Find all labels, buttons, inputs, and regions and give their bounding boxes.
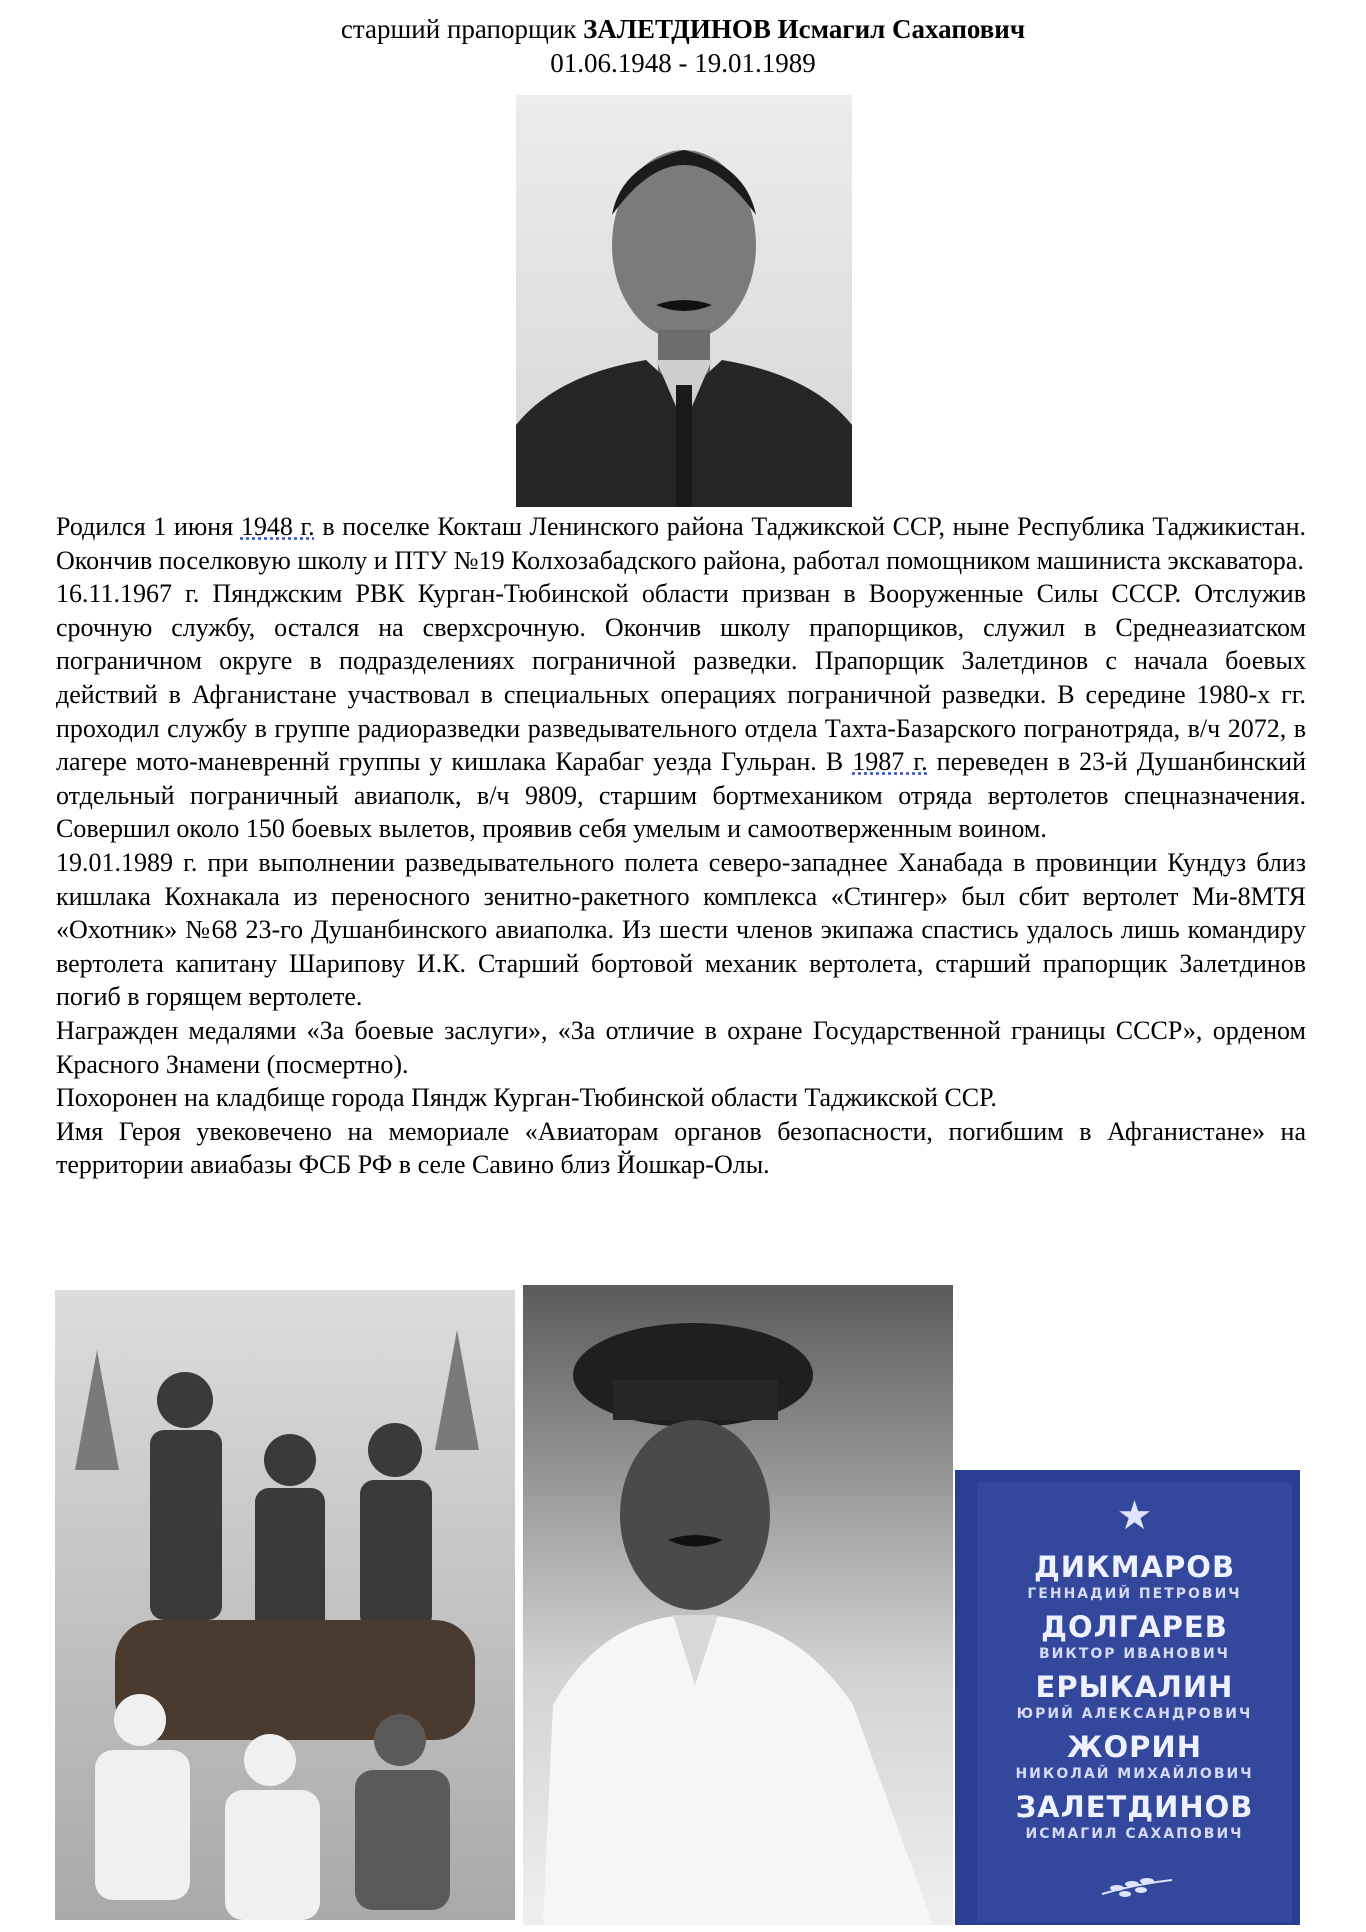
plaque-given-name: ЮРИЙ АЛЕКСАНДРОВИЧ (1016, 1706, 1253, 1722)
plaque-given-name: ВИКТОР ИВАНОВИЧ (1039, 1646, 1230, 1662)
bio-paragraph: Награжден медалями «За боевые заслуги», «За отличие в охране Государственной границы СССР», орденом Красного Знамени (посмертно). (56, 1015, 1306, 1079)
bio-paragraph: Имя Героя увековечено на мемориале «Авиаторам органов безопасности, погибшим в Афганистане» на территории авиабазы ФСБ РФ в селе Савино близ Йошкар-Олы. (56, 1116, 1306, 1180)
plaque-given-name: НИКОЛАЙ МИХАЙЛОВИЧ (1015, 1766, 1254, 1782)
star-icon: ★ (1116, 1493, 1153, 1538)
birth-year: 1948 г. (240, 512, 315, 541)
bio-text: Родился 1 июня (56, 512, 241, 541)
transfer-year: 1987 г. (852, 747, 928, 777)
biography (56, 510, 1306, 1182)
group-photo (55, 1290, 515, 1920)
plaque-given-name: ИСМАГИЛ САХАПОВИЧ (1025, 1826, 1244, 1842)
surname: ЗАЛЕТДИНОВ (583, 14, 771, 44)
pilot-photo (523, 1285, 953, 1925)
plaque-surname: ДИКМАРОВ (1033, 1550, 1236, 1584)
life-dates: 01.06.1948 - 19.01.1989 (550, 48, 816, 78)
plaque-given-name: ГЕННАДИЙ ПЕТРОВИЧ (1027, 1586, 1242, 1602)
plaque-surname: ЗАЛЕТДИНОВ (1015, 1790, 1254, 1824)
plaque-surname: ДОЛГАРЕВ (1041, 1610, 1228, 1644)
bio-paragraph: Похоронен на кладбище города Пяндж Курган-Тюбинской области Таджикской ССР. (56, 1083, 997, 1113)
bio-text: в поселке Кокташ Ленинского района Таджикской ССР, ныне Республика Таджикистан. Окончив поселковую школу и ПТУ №19 Колхозабадского района, работал помощником машиниста экскаватора. (56, 512, 1307, 575)
portrait-photo (516, 95, 852, 507)
laurel-branch-icon (1097, 1872, 1177, 1902)
document-header (0, 12, 1366, 80)
bio-text: переведен в 23-й Душанбинский отдельный пограничный авиаполк, в/ч 9809, старшим бортмехаником отряда вертолетов спецназначения. Совершил около 150 боевых вылетов, проявив себя умелым и самоотверженным воином. (56, 747, 1306, 844)
bio-paragraph (56, 577, 1306, 846)
rank: старший прапорщик (340, 14, 577, 44)
memorial-plaque (955, 1470, 1300, 1925)
bio-paragraph: 19.01.1989 г. при выполнении разведывательного полета северо-западнее Ханабада в провинции Кундуз близ кишлака Кохнакала из переносного зенитно-ракетного комплекса «Стингер» был сбит вертолет Ми-8МТЯ «Охотник» №68 23-го Душанбинского авиаполка. Из шести членов экипажа спастись удалось лишь командиру вертолета капитану Шарипову И.К. Старший бортовой механик вертолета, старший прапорщик Залетдинов погиб в горящем вертолете. (56, 847, 1306, 1012)
bio-paragraph (56, 510, 1306, 577)
plaque-surname: ЕРЫКАЛИН (1035, 1670, 1234, 1704)
bio-text: 16.11.1967 г. Пянджским РВК Курган-Тюбинской области призван в Вооруженные Силы СССР. Отслужив срочную службу, остался на сверхсрочную. Окончив школу прапорщиков, служил в Среднеазиатском пограничном округе в подразделениях пограничной разведки. Прапорщик Залетдинов с начала боевых действий в Афганистане участвовал в специальных операциях пограничной разведки. В середине 1980-х гг. проходил службу в группе радиоразведки разведывательного отдела Тахта-Базарского погранотряда, в/ч 2072, в лагере мото-маневреннй группы у кишлака Карабаг уезда Гульран. В (56, 579, 1306, 777)
plaque-face (977, 1482, 1292, 1922)
given-name: Исмагил Сахапович (777, 14, 1026, 44)
plaque-surname: ЖОРИН (1067, 1730, 1202, 1764)
title-line (0, 12, 1366, 46)
